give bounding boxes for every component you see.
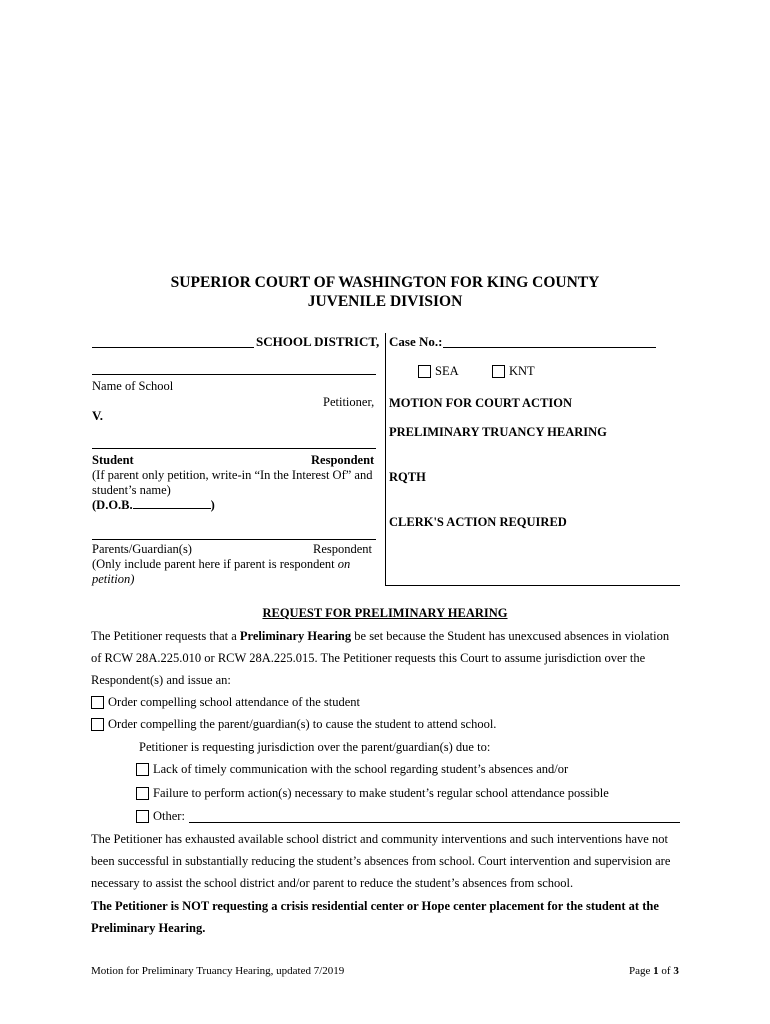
knt-label: KNT: [509, 364, 535, 378]
option1-checkbox[interactable]: [91, 696, 104, 709]
dob-blank[interactable]: [133, 497, 211, 509]
student-note-line1: (If parent only petition, write-in “In the Interest Of” and: [92, 468, 373, 482]
paragraph3-line2: Preliminary Hearing.: [91, 921, 206, 935]
jurisdiction-intro: Petitioner is requesting jurisdiction over the parent/guardian(s) due to:: [139, 740, 491, 754]
court-title: SUPERIOR COURT OF WASHINGTON FOR KING COUNTY: [170, 274, 600, 291]
petitioner-label: Petitioner,: [323, 395, 375, 409]
paragraph2-line1: The Petitioner has exhausted available school district and community interventions and such interventions have not: [91, 832, 668, 846]
sea-label: SEA: [435, 364, 459, 378]
hearing-title: PRELIMINARY TRUANCY HEARING: [389, 425, 607, 439]
respondent2-label: Respondent: [313, 542, 373, 556]
paragraph1-line3: Respondent(s) and issue an:: [91, 673, 231, 687]
caption-divider: [385, 333, 386, 585]
case-no-label: Case No.:: [389, 334, 443, 349]
option2-label: Order compelling the parent/guardian(s) to cause the student to attend school.: [108, 717, 497, 731]
dob-close: ): [210, 498, 215, 512]
student-note-line2: student’s name): [92, 483, 171, 497]
footer-page-number: [629, 965, 679, 977]
parents-note-on: on: [337, 557, 351, 571]
name-of-school-label: Name of School: [92, 379, 174, 393]
student-blank[interactable]: [92, 448, 376, 449]
parents-note-line2: petition): [92, 572, 135, 586]
parents-note-text: (Only include parent here if parent is respondent: [92, 557, 338, 571]
dob-label: (D.O.B.: [92, 498, 133, 512]
school-name-blank[interactable]: [92, 374, 376, 375]
school-district-blank[interactable]: [92, 347, 254, 348]
paragraph2-line3: necessary to assist the school district and/or parent to reduce the student’s absences from school.: [91, 876, 574, 890]
respondent-label: Respondent: [311, 453, 375, 467]
paragraph2-line2: been successful in substantially reducing the student’s absences from school. Court intervention and supervision are: [91, 854, 671, 868]
sub2-label: Failure to perform action(s) necessary to make student’s regular school attendance possible: [153, 786, 609, 800]
p1-text-a: The Petitioner requests that a: [91, 629, 240, 643]
page-word: Page: [629, 965, 654, 977]
case-no-blank[interactable]: [443, 347, 656, 348]
division-title: JUVENILE DIVISION: [307, 293, 463, 310]
versus-label: V.: [92, 408, 103, 423]
sea-checkbox[interactable]: [418, 365, 431, 378]
paragraph1-line1: [91, 629, 669, 644]
sub1-label: Lack of timely communication with the school regarding student’s absences and/or: [153, 762, 569, 776]
code-label: RQTH: [389, 470, 426, 484]
other-blank[interactable]: [189, 822, 680, 823]
footer-form-name: Motion for Preliminary Truancy Hearing, updated 7/2019: [91, 965, 345, 977]
sub3-checkbox[interactable]: [136, 810, 149, 823]
sub3-label: Other:: [153, 809, 185, 823]
knt-checkbox[interactable]: [492, 365, 505, 378]
student-label: Student: [92, 453, 134, 467]
sub2-checkbox[interactable]: [136, 787, 149, 800]
paragraph1-line2: of RCW 28A.225.010 or RCW 28A.225.015. The Petitioner requests this Court to assume jurisdiction over the: [91, 651, 646, 665]
page-total: 3: [673, 965, 679, 977]
sub1-checkbox[interactable]: [136, 763, 149, 776]
school-district-label: SCHOOL DISTRICT,: [256, 334, 380, 349]
option1-label: Order compelling school attendance of the student: [108, 695, 361, 709]
option2-checkbox[interactable]: [91, 718, 104, 731]
parents-blank[interactable]: [92, 539, 376, 540]
section-title: REQUEST FOR PRELIMINARY HEARING: [262, 606, 508, 620]
of-word: of: [658, 965, 674, 977]
dob-field: [92, 497, 215, 513]
caption-bottom-rule: [385, 585, 680, 586]
page-num: 1: [653, 965, 659, 977]
clerk-action-label: CLERK'S ACTION REQUIRED: [389, 515, 567, 529]
paragraph3-line1: The Petitioner is NOT requesting a crisis residential center or Hope center placement for the student at the: [91, 899, 659, 913]
parents-label: Parents/Guardian(s): [92, 542, 192, 556]
parents-note-line1: [92, 557, 350, 572]
motion-title: MOTION FOR COURT ACTION: [389, 396, 573, 410]
p1-text-bold: Preliminary Hearing: [239, 629, 352, 643]
p1-text-c: be set because the Student has unexcused absences in violation: [351, 629, 670, 643]
